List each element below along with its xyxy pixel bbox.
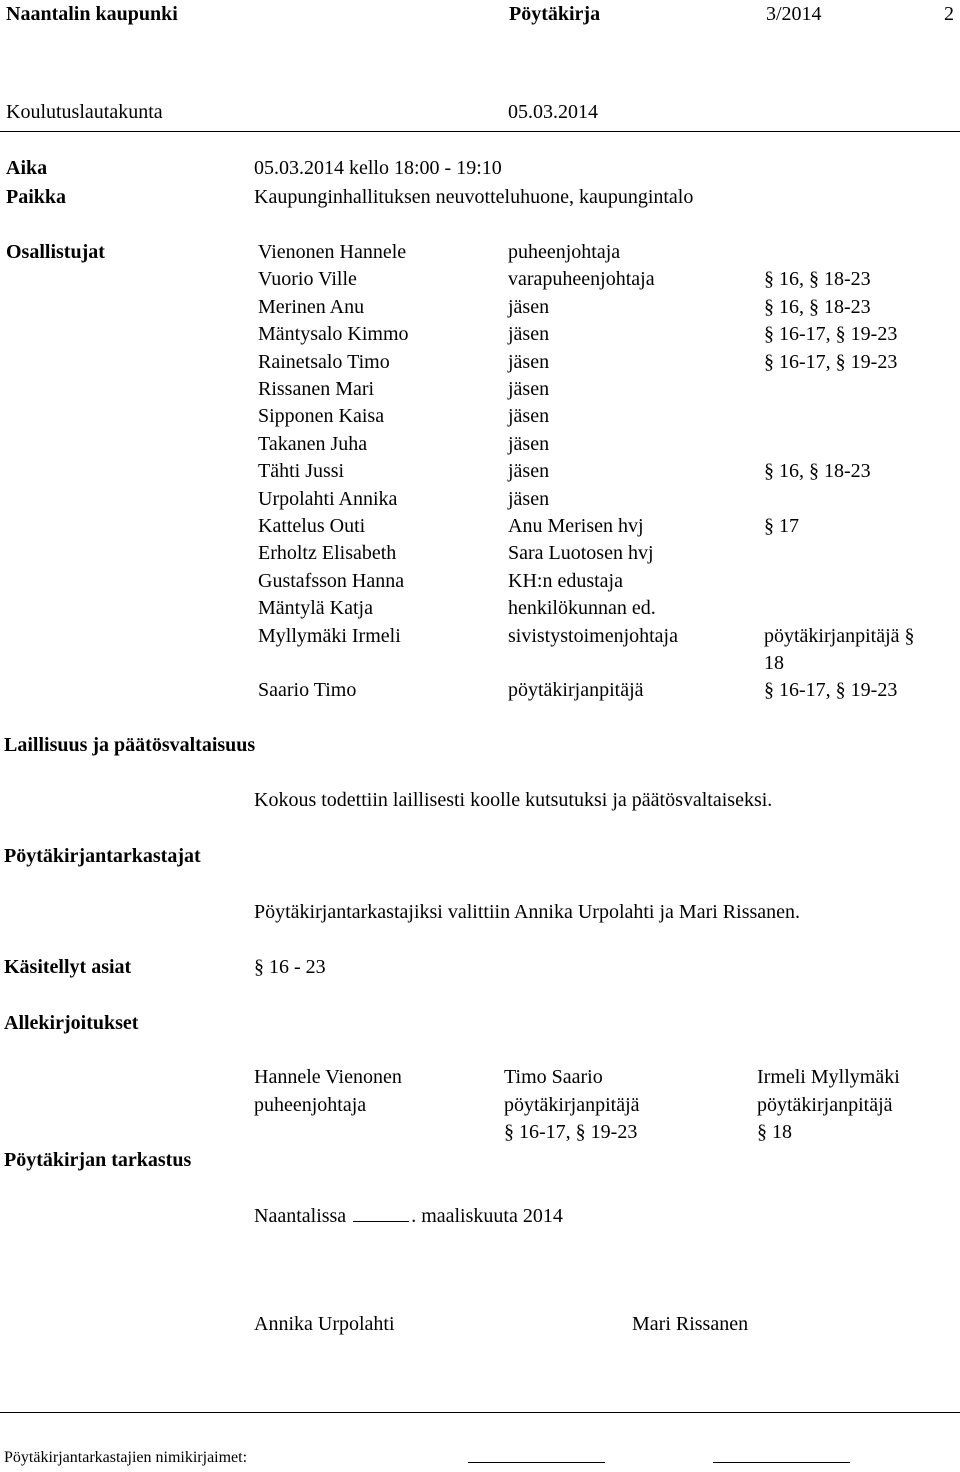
initials-label: Pöytäkirjantarkastajien nimikirjaimet: [4, 1449, 248, 1466]
time-label: Aika [6, 157, 48, 179]
page-number: 2 [944, 3, 954, 25]
participant-role: Anu Merisen hvj [508, 515, 644, 537]
participant-role: jäsen [508, 295, 550, 318]
participant-name: Merinen Anu [258, 295, 365, 318]
review-place: Naantalissa [254, 1205, 347, 1227]
participant-name: Saario Timo [258, 679, 357, 701]
items-value: § 16 - 23 [254, 956, 326, 978]
participant-sections: § 16, § 18-23 [764, 268, 871, 291]
footer-divider [0, 1412, 960, 1413]
signer-name: Irmeli Myllymäki [757, 1066, 900, 1088]
participant-name: Vuorio Ville [258, 268, 357, 291]
initials-line[interactable] [468, 1462, 605, 1463]
participant-name: Myllymäki Irmeli [258, 624, 401, 647]
items-label: Käsitellyt asiat [4, 956, 132, 978]
meeting-date: 05.03.2014 [508, 101, 598, 123]
signer-title: pöytäkirjanpitäjä [757, 1094, 893, 1116]
review-day-blank[interactable] [353, 1205, 409, 1222]
review-place-date [254, 1205, 563, 1226]
participant-role: jäsen [508, 350, 550, 373]
signatures-label: Allekirjoitukset [4, 1012, 139, 1034]
reviewers-label: Pöytäkirjantarkastajat [4, 845, 201, 867]
participant-sections: pöytäkirjanpitäjä § [764, 624, 915, 647]
document-type: Pöytäkirja [509, 3, 601, 25]
participant-name: Gustafsson Hanna [258, 569, 405, 592]
participant-sections: § 16-17, § 19-23 [764, 323, 898, 346]
participant-role: puheenjohtaja [508, 241, 621, 263]
participant-role: jäsen [508, 378, 550, 400]
participants-label: Osallistujat [6, 241, 105, 263]
participant-role: varapuheenjohtaja [508, 268, 655, 291]
participant-role: jäsen [508, 432, 550, 455]
participant-name: Vienonen Hannele [258, 241, 407, 263]
participant-sections: § 17 [764, 515, 799, 537]
participant-name: Tähti Jussi [258, 460, 345, 483]
participant-role: jäsen [508, 323, 550, 346]
participant-sections: 18 [764, 651, 784, 674]
participant-role: jäsen [508, 405, 550, 428]
participant-name: Rissanen Mari [258, 378, 375, 400]
participant-role: pöytäkirjanpitäjä [508, 679, 644, 701]
participant-name: Rainetsalo Timo [258, 350, 390, 373]
signer-name: Hannele Vienonen [254, 1066, 402, 1088]
signer-title: pöytäkirjanpitäjä [504, 1094, 640, 1116]
participant-sections: § 16, § 18-23 [764, 460, 871, 483]
participant-role: henkilökunnan ed. [508, 597, 656, 620]
legality-text: Kokous todettiin laillisesti koolle kutsutuksi ja päätösvaltaiseksi. [254, 789, 773, 811]
reviewer-signature-name: Mari Rissanen [632, 1313, 749, 1335]
participant-role: KH:n edustaja [508, 569, 623, 592]
review-date-suffix: . maaliskuuta 2014 [411, 1205, 563, 1227]
participant-sections: § 16-17, § 19-23 [764, 679, 898, 701]
review-label: Pöytäkirjan tarkastus [4, 1149, 192, 1171]
legality-label: Laillisuus ja päätösvaltaisuus [4, 734, 256, 756]
participant-role: jäsen [508, 460, 550, 483]
participant-role: sivistystoimenjohtaja [508, 624, 678, 647]
participant-sections: § 16, § 18-23 [764, 295, 871, 318]
reviewers-text: Pöytäkirjantarkastajiksi valittiin Annika Urpolahti ja Mari Rissanen. [254, 901, 801, 923]
signer-title: puheenjohtaja [254, 1094, 367, 1116]
participant-role: Sara Luotosen hvj [508, 542, 654, 565]
document-number: 3/2014 [766, 3, 822, 25]
participant-name: Mäntysalo Kimmo [258, 323, 409, 346]
committee-name: Koulutuslautakunta [6, 101, 163, 123]
place-label: Paikka [6, 186, 67, 208]
participant-name: Mäntylä Katja [258, 597, 373, 620]
signer-sections: § 16-17, § 19-23 [504, 1121, 638, 1143]
municipality-name: Naantalin kaupunki [6, 3, 178, 25]
place-value: Kaupunginhallituksen neuvotteluhuone, kaupungintalo [254, 186, 694, 208]
participant-name: Kattelus Outi [258, 515, 366, 537]
initials-line[interactable] [713, 1462, 850, 1463]
signer-sections: § 18 [757, 1121, 792, 1143]
participant-sections: § 16-17, § 19-23 [764, 350, 898, 373]
participant-name: Takanen Juha [258, 432, 368, 455]
participant-name: Urpolahti Annika [258, 487, 398, 510]
participant-name: Sipponen Kaisa [258, 405, 385, 428]
header-divider [0, 131, 960, 132]
reviewer-signature-name: Annika Urpolahti [254, 1313, 395, 1335]
signer-name: Timo Saario [504, 1066, 603, 1088]
participant-role: jäsen [508, 487, 550, 510]
participant-name: Erholtz Elisabeth [258, 542, 397, 565]
time-value: 05.03.2014 kello 18:00 - 19:10 [254, 157, 502, 179]
